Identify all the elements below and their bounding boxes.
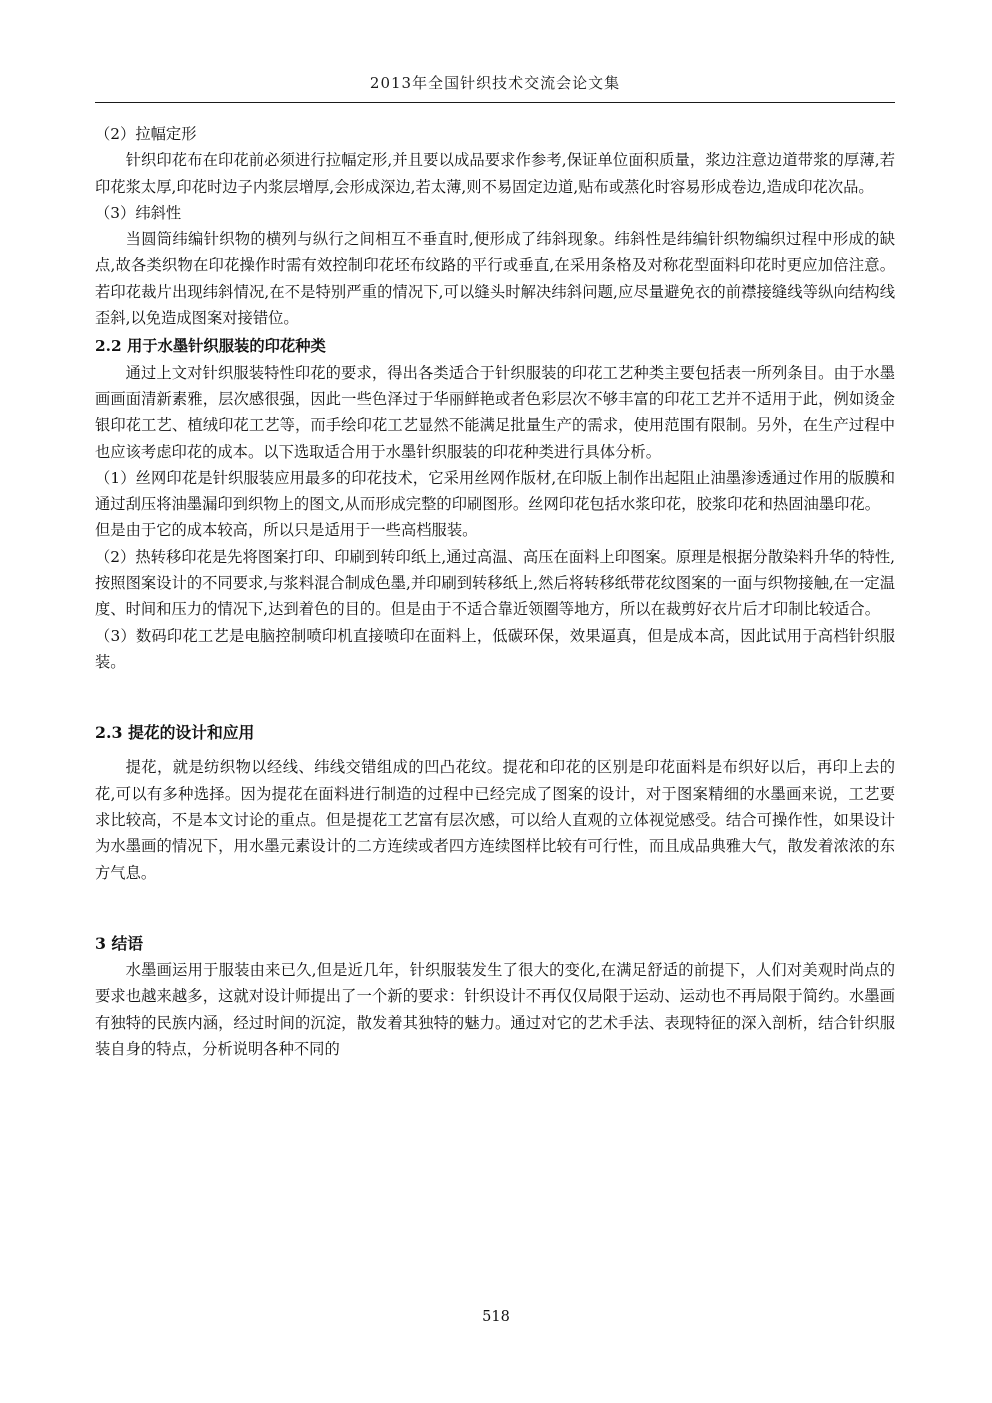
document-body <box>95 121 895 1062</box>
body-paragraph: 但是由于它的成本较高，所以只是适用于一些高档服装。 <box>95 521 478 540</box>
body-paragraph: （2）热转移印花是先将图案打印、印刷到转印纸上,通过高温、高压在面料上印图案。原理是根据分散染料升华的特性,按照图案设计的不同要求,与浆料混合制成色墨,并印刷到转移纸上,然后将转移纸带花纹图案的一面与织物接触,在一定温度、时间和压力的情况下,达到着色的目的。但是由于不适合靠近领圈等地方，所以在裁剪好衣片后才印制比较适合。 <box>95 547 895 619</box>
body-paragraph: （2）拉幅定形 <box>95 125 197 143</box>
body-paragraph: 当圆筒纬编针织物的横列与纵行之间相互不垂直时,便形成了纬斜现象。纬斜性是纬编针织物编织过程中形成的缺点,故各类织物在印花操作时需有效控制印花坯布纹路的平行或垂直,在采用条格及对称花型面料印花时更应加倍注意。若印花裁片出现纬斜情况,在不是特别严重的情况下,可以缝头时解决纬斜问题,应尽量避免衣的前襟接缝线等纵向结构线歪斜,以免造成图案对接错位。 <box>95 230 895 328</box>
running-header: 2013年全国针织技术交流会论文集 <box>369 74 621 92</box>
body-paragraph: （1）丝网印花是针织服装应用最多的印花技术，它采用丝网作版材,在印版上制作出起阻止油墨渗透通过作用的版膜和通过刮压将油墨漏印到织物上的图文,从而形成完整的印刷图形。丝网印花包括水浆印花，胶浆印花和热固油墨印花。 <box>95 468 895 514</box>
body-paragraph: （3）纬斜性 <box>95 203 182 222</box>
body-paragraph: 水墨画运用于服装由来已久,但是近几年，针织服装发生了很大的变化,在满足舒适的前提下，人们对美观时尚点的要求也越来越多，这就对设计师提出了一个新的要求：针织设计不再仅仅局限于运动、运动也不再局限于简约。水墨画有独特的民族内涵，经过时间的沉淀，散发着其独特的魅力。通过对它的艺术手法、表现特征的深入剖析，结合针织服装自身的特点，分析说明各种不同的 <box>95 961 895 1058</box>
paragraph-spacer <box>95 675 895 691</box>
body-paragraph: 提花，就是纺织物以经线、纬线交错组成的凹凸花纹。提花和印花的区别是印花面料是布织好以后，再印上去的花,可以有多种选择。因为提花在面料进行制造的过程中已经完成了图案的设计，对于图案精细的水墨画来说，工艺要求比较高，不是本文讨论的重点。但是提花工艺富有层次感，可以给人直观的立体视觉感受。结合可操作性，如果设计为水墨画的情况下，用水墨元素设计的二方连续或者四方连续图样比较有可行性，而且成品典雅大气，散发着浓浓的东方气息。 <box>95 758 895 882</box>
body-paragraph: 针织印花布在印花前必须进行拉幅定形,并且要以成品要求作参考,保证单位面积质量，浆边注意边道带浆的厚薄,若印花浆太厚,印花时边子内浆层增厚,会形成深边,若太薄,则不易固定边道,贴布或蒸化时容易形成卷边,造成印花次品。 <box>95 151 895 196</box>
paragraph-spacer-small <box>95 746 895 754</box>
page-number: 518 <box>482 1309 510 1325</box>
body-paragraph: （3）数码印花工艺是电脑控制喷印机直接喷印在面料上，低碳环保，效果逼真，但是成本高，因此试用于高档针织服装。 <box>95 626 895 671</box>
paragraph-spacer <box>95 886 895 902</box>
header-divider <box>95 102 895 103</box>
section-heading: 2.3 提花的设计和应用 <box>95 723 255 743</box>
section-heading: 3 结语 <box>95 933 144 953</box>
body-paragraph: 通过上文对针织服装特性印花的要求，得出各类适合于针织服装的印花工艺种类主要包括表一所列条目。由于水墨画画面清新素雅，层次感很强，因此一些色泽过于华丽鲜艳或者色彩层次不够丰富的印花工艺并不适用于此，例如烫金银印花工艺、植绒印花工艺等，而手绘印花工艺显然不能满足批量生产的需求，使用范围有限制。另外，在生产过程中也应该考虑印花的成本。以下选取适合用于水墨针织服装的印花种类进行具体分析。 <box>95 363 895 461</box>
page-sheet <box>95 0 895 1403</box>
section-heading: 2.2 用于水墨针织服装的印花种类 <box>95 337 326 356</box>
